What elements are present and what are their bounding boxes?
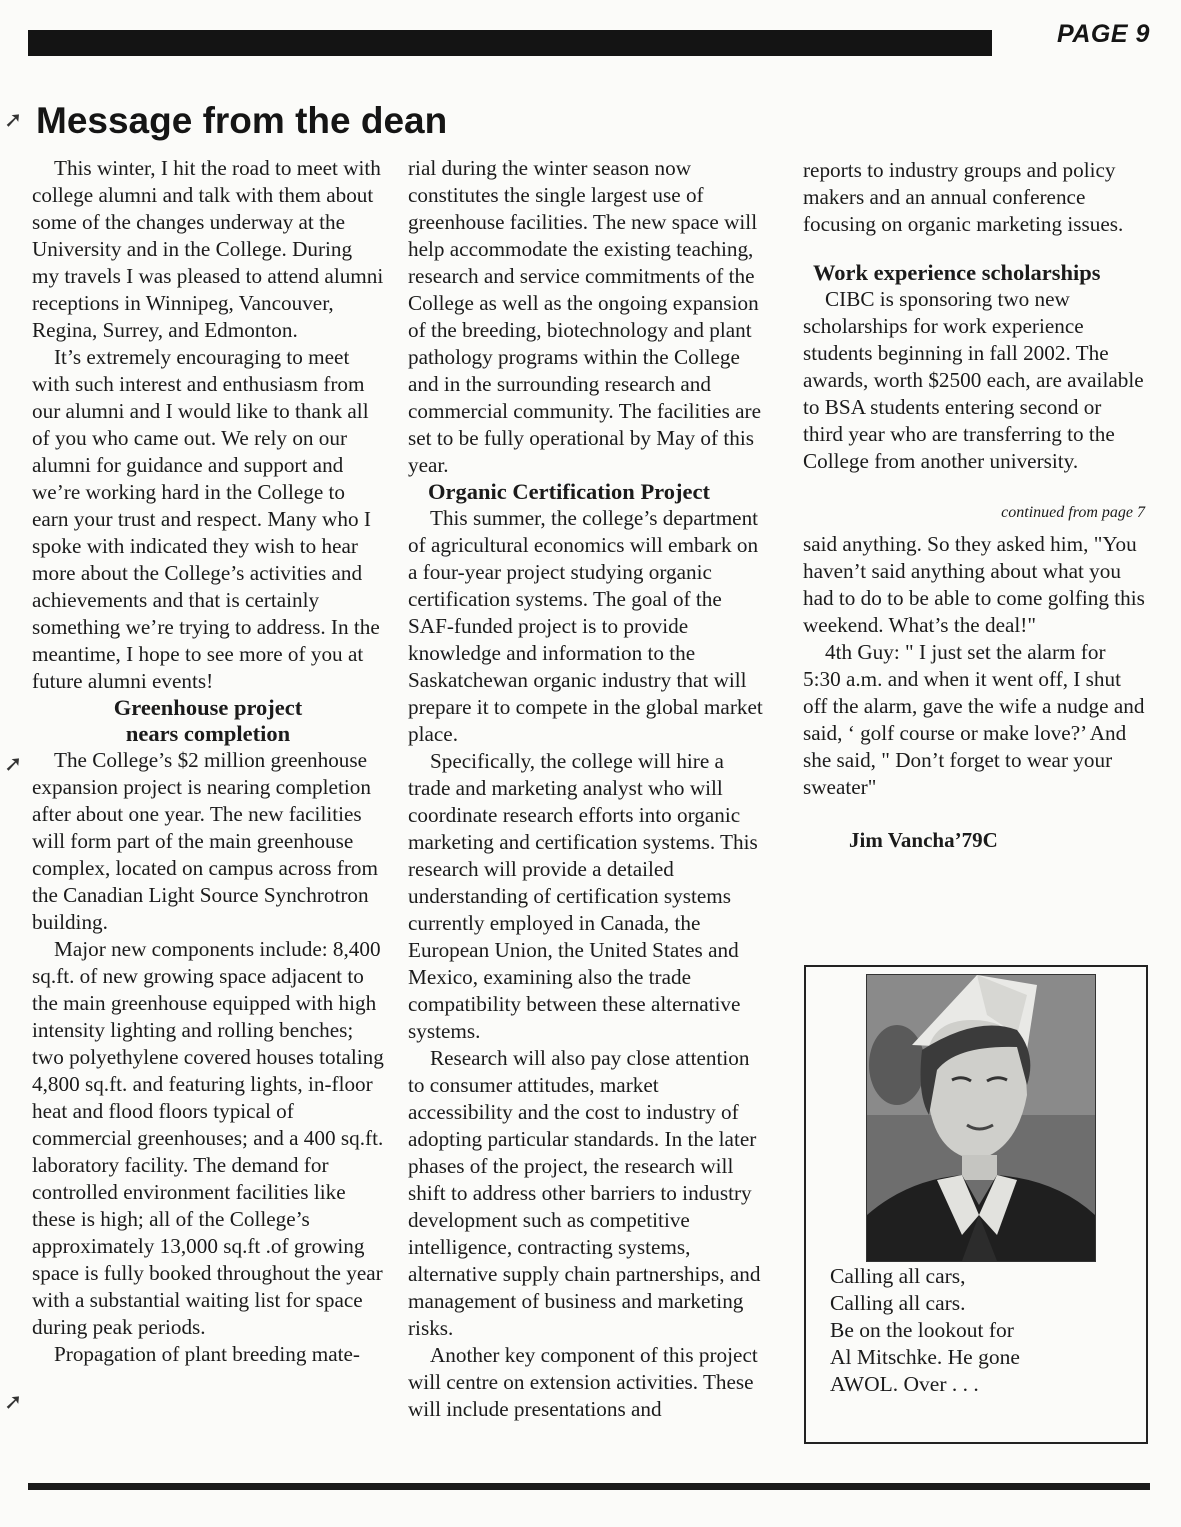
margin-mark-icon: ➚ <box>4 752 23 777</box>
article-title: Message from the dean <box>36 100 448 141</box>
caption-line: Calling all cars. <box>830 1291 966 1315</box>
footer-rule <box>28 1483 1150 1490</box>
paragraph: Another key component of this project will centre on extension activities. These will include presentations and <box>408 1343 758 1421</box>
section-heading-organic: Organic Certification Project <box>428 479 710 504</box>
heading-line: nears completion <box>125 721 291 746</box>
paragraph: rial during the winter season now constitutes the single largest use of greenhouse facilities. The new space will help accommodate the existing teaching, research and service commitments of the College as well as the ongoing expansion of the breeding, biotechnology and plant pathology programs within the College and in the surrounding research and commercial community. The facilities are set to be fully operational by May of this year. <box>408 156 761 477</box>
paragraph: The College’s $2 million greenhouse expansion project is nearing completion after about one year. The new facilities will form part of the main greenhouse complex, located on campus across from the Canadian Light Source Synchrotron building. <box>32 748 378 934</box>
continued-note: continued from page 7 <box>1001 504 1145 521</box>
paragraph: Research will also pay close attention to consumer attitudes, market accessibility and the cost to industry of adopting particular standards. In the later phases of the project, the research will shift to address other barriers to industry development such as competitive intelligence, contracting systems, alternative supply chain partnerships, and management of business and marketing risks. <box>408 1046 761 1340</box>
paragraph: 4th Guy: " I just set the alarm for 5:30 a.m. and when it went off, I shut off the alarm, gave the wife a nudge and said, ‘ golf course or make love?’ And she said, " Don’t forget to wear your sweater" <box>803 640 1145 799</box>
section-heading-greenhouse <box>32 695 384 747</box>
signature: Jim Vancha’79C <box>849 828 998 852</box>
paragraph: said anything. So they asked him, "You haven’t said anything about what you had to do to be able to come golfing this weekend. What’s the deal!" <box>803 532 1145 637</box>
caption-line: AWOL. Over . . . <box>830 1372 979 1396</box>
column-3 <box>803 157 1145 854</box>
column-2 <box>408 155 764 1423</box>
heading-line: Greenhouse project <box>113 695 303 720</box>
paragraph: It’s extremely encouraging to meet with such interest and enthusiasm from our alumni and I would like to thank all of you who came out. We rely on our alumni for guidance and support and we’re working hard in the College to earn your trust and respect. Many who I spoke with indicated they wish to hear more about the College’s activities and achievements and that is certainly something we’re trying to address. In the meantime, I hope to see more of you at future alumni events! <box>32 345 380 693</box>
paragraph: reports to industry groups and policy makers and an annual conference focusing on organic marketing issues. <box>803 158 1124 236</box>
section-heading-scholarships: Work experience scholarships <box>813 260 1101 285</box>
paragraph: Major new components include: 8,400 sq.ft. of new growing space adjacent to the main greenhouse equipped with high intensity lighting and rolling benches; two polyethylene covered houses totaling 4,800 sq.ft. and featuring lights, in-floor heat and flood floors typical of commercial greenhouses; and a 400 sq.ft. laboratory facility. The demand for controlled environment facilities like these is high; all of the College’s approximately 13,000 sq.ft .of growing space is fully booked throughout the year with a substantial waiting list for space during peak periods. <box>32 937 384 1339</box>
page-number: PAGE 9 <box>1057 20 1150 48</box>
photo-caption <box>830 1263 1020 1398</box>
paragraph: This winter, I hit the road to meet with college alumni and talk with them about some of the changes underway at the University and in the College. During my travels I was pleased to attend alumni receptions in Winnipeg, Vancouver, Regina, Surrey, and Edmonton. <box>32 156 384 342</box>
header-bar <box>28 30 992 56</box>
column-1 <box>32 155 384 1368</box>
margin-mark-icon: ➚ <box>4 1390 23 1415</box>
photo-box <box>804 965 1148 1444</box>
portrait-photo <box>866 974 1096 1262</box>
margin-mark-icon: ➚ <box>4 108 23 133</box>
paragraph: Propagation of plant breeding mate- <box>54 1342 360 1366</box>
paragraph: Specifically, the college will hire a trade and marketing analyst who will coordinate research efforts into organic marketing and certification systems. This research will provide a detailed understanding of certification systems currently employed in Canada, the European Union, the United States and Mexico, examining also the trade compatibility between these alternative systems. <box>408 749 758 1043</box>
caption-line: Calling all cars, <box>830 1264 966 1288</box>
caption-line: Al Mitschke. He gone <box>830 1345 1020 1369</box>
paragraph: CIBC is sponsoring two new scholarships for work experience students beginning in fall 2002. The awards, worth $2500 each, are available to BSA students entering second or third year who are transferring to the College from another university. <box>803 287 1144 473</box>
caption-line: Be on the lookout for <box>830 1318 1014 1342</box>
paragraph: This summer, the college’s department of agricultural economics will embark on a four-year project studying organic certification systems. The goal of the SAF-funded project is to provide knowledge and information to the Saskatchewan organic industry that will prepare it to compete in the global market place. <box>408 506 763 746</box>
